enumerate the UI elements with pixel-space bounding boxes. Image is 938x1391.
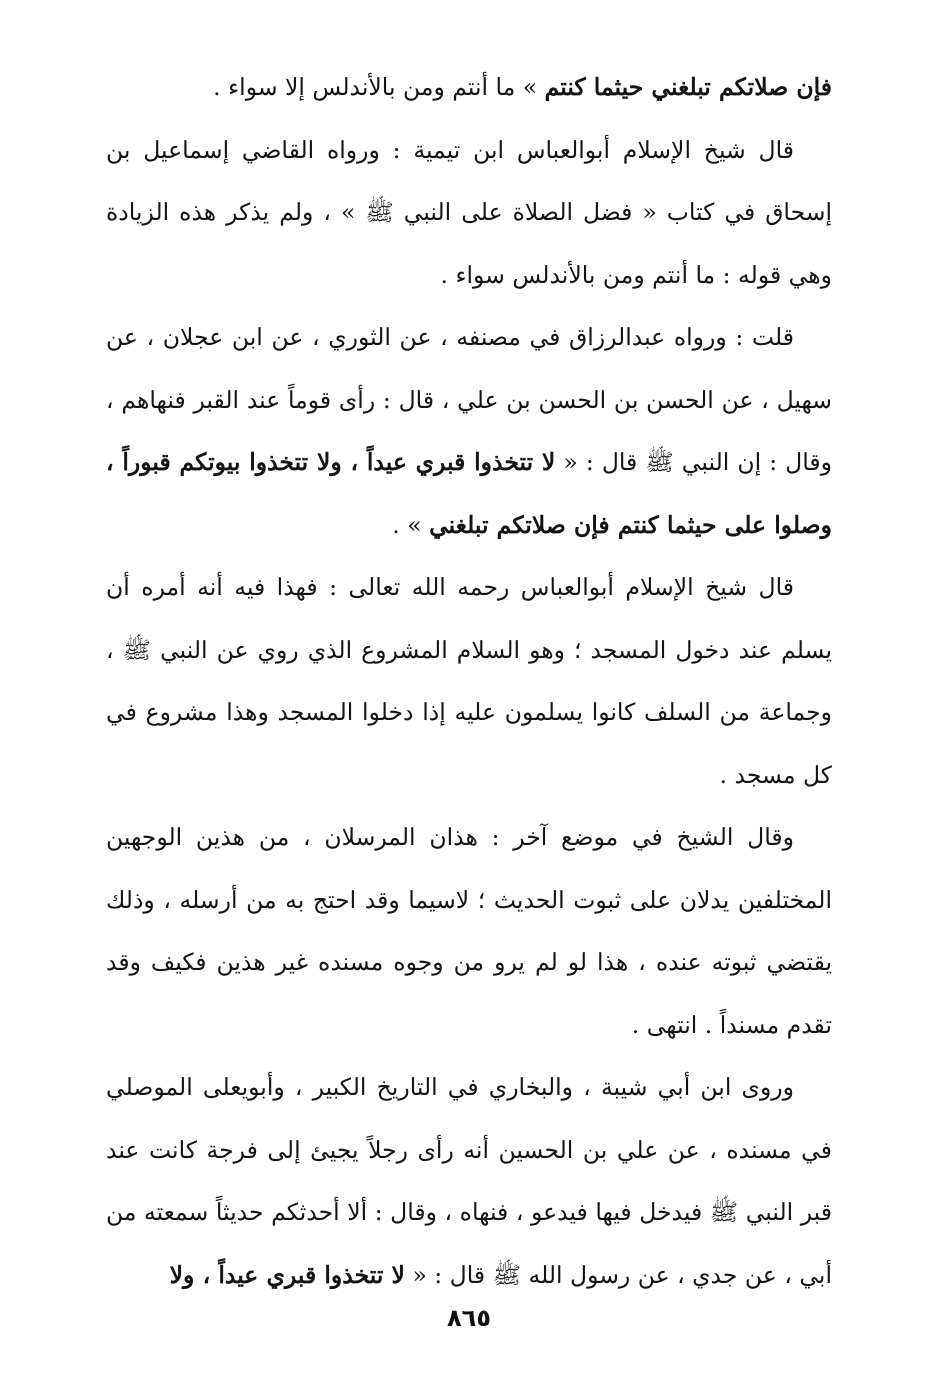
hadith-text: لا تتخذوا قبري عيداً ، ولا تتخذوا بيوتكم قبوراً ، وصلوا على حيثما كنتم فإن صلاتكم تبلغني: [106, 448, 832, 539]
hadith-text: فإن صلاتكم تبلغني حيثما كنتم: [544, 73, 832, 101]
page-number: ٨٦٥: [447, 1304, 491, 1332]
paragraph-6: [106, 1056, 832, 1306]
page-body: [106, 56, 832, 1306]
paragraph-text: وروى ابن أبي شيبة ، والبخاري في التاريخ الكبير ، وأبويعلى الموصلي في مسنده ، عن علي بن الحسين أنه رأى رجلاً يجيئ إلى فرجة كانت عند قبر النبي ﷺ فيدخل فيها فيدعو ، فنهاه ، وقال : ألا أحدثكم حديثاً سمعته من أبي ، عن جدي ، عن رسول الله ﷺ قال : «: [106, 1073, 832, 1289]
paragraph-text: وقال الشيخ في موضع آخر : هذان المرسلان ، من هذين الوجهين المختلفين يدلان على ثبوت الحديث ؛ لاسيما وقد احتج به من أرسله ، وذلك يقتضي ثبوته عنده ، هذا لو لم يرو من وجوه مسنده غير هذين فكيف وقد تقدم مسنداً . انتهى .: [106, 823, 832, 1039]
paragraph-4: [106, 556, 832, 806]
paragraph-text: » .: [392, 510, 430, 539]
paragraph-text: قال شيخ الإسلام أبوالعباس رحمه الله تعالى : فهذا فيه أنه أمره أن يسلم عند دخول المسجد ؛ وهو السلام المشروع الذي روي عن النبي ﷺ ، وجماعة من السلف كانوا يسلمون عليه إذا دخلوا المسجد وهذا مشروع في كل مسجد .: [106, 573, 832, 789]
paragraph-text: » ما أنتم ومن بالأندلس إلا سواء .: [213, 73, 545, 101]
paragraph-1: [106, 56, 832, 119]
paragraph-text: قال شيخ الإسلام أبوالعباس ابن تيمية : ورواه القاضي إسماعيل بن إسحاق في كتاب « فضل الصلاة على النبي ﷺ » ، ولم يذكر هذه الزيادة وهي قوله : ما أنتم ومن بالأندلس سواء .: [106, 135, 832, 289]
paragraph-3: [106, 306, 832, 556]
paragraph-text: قلت : ورواه عبدالرزاق في مصنفه ، عن الثوري ، عن ابن عجلان ، عن سهيل ، عن الحسن بن الحسن بن علي ، قال : رأى قوماً عند القبر فنهاهم ، وقال : إن النبي ﷺ قال : «: [106, 323, 832, 476]
paragraph-5: [106, 806, 832, 1056]
hadith-text: لا تتخذوا قبري عيداً ، ولا: [169, 1260, 405, 1289]
paragraph-2: [106, 119, 832, 307]
